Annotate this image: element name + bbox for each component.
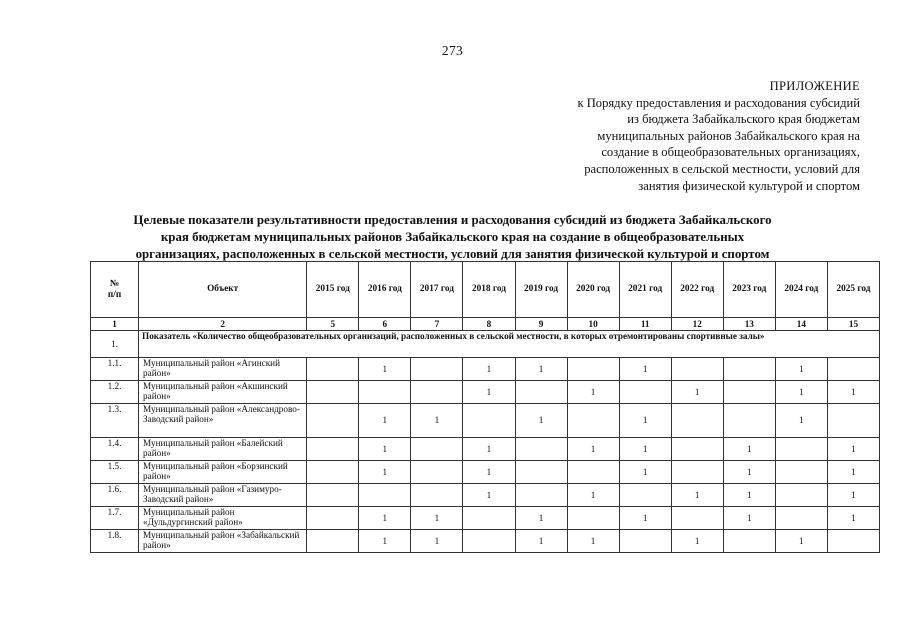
row-value: [567, 358, 619, 381]
row-value: 1: [619, 404, 671, 438]
row-value: [307, 461, 359, 484]
row-value: [827, 404, 879, 438]
row-value: 1: [359, 404, 411, 438]
row-value: 1: [827, 507, 879, 530]
row-value: 1: [827, 381, 879, 404]
column-numbers-row: [91, 318, 880, 331]
row-value: 1: [619, 358, 671, 381]
row-value: [723, 530, 775, 553]
row-value: 1: [723, 484, 775, 507]
row-value: [723, 358, 775, 381]
row-value: [723, 381, 775, 404]
row-object: Муниципальный район «Акшинский район»: [139, 381, 307, 404]
row-value: [411, 358, 463, 381]
row-value: 1: [515, 530, 567, 553]
row-value: 1: [463, 381, 515, 404]
row-value: [515, 438, 567, 461]
row-value: [619, 530, 671, 553]
row-value: 1: [411, 404, 463, 438]
table-row: [91, 507, 880, 530]
row-value: 1: [671, 381, 723, 404]
appendix-line: муниципальных районов Забайкальского края на: [597, 128, 860, 143]
header-year: 2024 год: [775, 262, 827, 318]
column-number: 5: [307, 318, 359, 331]
column-number: 2: [139, 318, 307, 331]
row-value: 1: [359, 507, 411, 530]
row-value: [359, 484, 411, 507]
row-value: [411, 381, 463, 404]
row-value: [775, 461, 827, 484]
row-value: [775, 484, 827, 507]
row-value: [307, 507, 359, 530]
row-value: 1: [463, 484, 515, 507]
column-number: 8: [463, 318, 515, 331]
row-value: [411, 461, 463, 484]
row-value: [671, 461, 723, 484]
appendix-line: из бюджета Забайкальского края бюджетам: [627, 112, 860, 127]
row-object: Муниципальный район «Балейский район»: [139, 438, 307, 461]
row-value: [827, 358, 879, 381]
title-line: организациях, расположенных в сельской местности, условий для занятия физической культурой и спортом: [135, 246, 770, 261]
row-object: Муниципальный район «Александрово-Заводский район»: [139, 404, 307, 438]
document-title: [60, 212, 845, 262]
page-number: 273: [441, 43, 464, 58]
column-number: 10: [567, 318, 619, 331]
row-value: [463, 507, 515, 530]
row-value: [411, 484, 463, 507]
header-year: 2019 год: [515, 262, 567, 318]
indicator-text: Показатель «Количество общеобразовательных организаций, расположенных в сельской местности, в которых отремонтированы спортивные залы»: [139, 331, 880, 358]
header-row: [91, 262, 880, 318]
header-year: 2015 год: [307, 262, 359, 318]
header-year: 2022 год: [671, 262, 723, 318]
column-number: 11: [619, 318, 671, 331]
row-value: 1: [359, 358, 411, 381]
row-value: [671, 507, 723, 530]
row-value: 1: [463, 438, 515, 461]
row-value: 1: [515, 358, 567, 381]
row-object: Муниципальный район «Газимуро-Заводский район»: [139, 484, 307, 507]
table-row: [91, 461, 880, 484]
row-value: [775, 507, 827, 530]
row-value: [515, 461, 567, 484]
column-number: 13: [723, 318, 775, 331]
row-num: 1.7.: [91, 507, 139, 530]
row-value: 1: [359, 530, 411, 553]
row-value: 1: [463, 358, 515, 381]
column-number: 15: [827, 318, 879, 331]
row-value: 1: [723, 461, 775, 484]
row-value: 1: [619, 461, 671, 484]
row-value: 1: [671, 530, 723, 553]
row-value: [567, 461, 619, 484]
row-value: 1: [567, 438, 619, 461]
row-value: 1: [515, 404, 567, 438]
column-number: 9: [515, 318, 567, 331]
row-value: [307, 484, 359, 507]
table-row: [91, 358, 880, 381]
row-value: [619, 381, 671, 404]
row-value: [307, 404, 359, 438]
title-line: края бюджетам муниципальных районов Забайкальского края на создание в общеобразовательных: [160, 229, 745, 244]
table-row: [91, 404, 880, 438]
row-value: 1: [567, 530, 619, 553]
header-year: 2018 год: [463, 262, 515, 318]
row-value: 1: [619, 438, 671, 461]
header-year: 2025 год: [827, 262, 879, 318]
row-object: Муниципальный район «Агинский район»: [139, 358, 307, 381]
row-value: 1: [775, 358, 827, 381]
row-value: [775, 438, 827, 461]
row-value: [619, 484, 671, 507]
row-object: Муниципальный район «Борзинский район»: [139, 461, 307, 484]
row-value: 1: [619, 507, 671, 530]
row-num: 1.6.: [91, 484, 139, 507]
row-value: [515, 484, 567, 507]
table-body: [91, 262, 880, 553]
indicators-table: [90, 261, 880, 553]
row-value: 1: [827, 484, 879, 507]
row-value: [307, 438, 359, 461]
row-value: [359, 381, 411, 404]
row-value: 1: [827, 438, 879, 461]
table-row: [91, 438, 880, 461]
row-num: 1.2.: [91, 381, 139, 404]
indicator-row: [91, 331, 880, 358]
row-num: 1.3.: [91, 404, 139, 438]
table-row: [91, 381, 880, 404]
row-value: 1: [723, 438, 775, 461]
row-value: [307, 381, 359, 404]
column-number: 1: [91, 318, 139, 331]
title-line: Целевые показатели результативности предоставления и расходования субсидий из бюджета Забайкальского: [133, 213, 772, 227]
column-number: 14: [775, 318, 827, 331]
appendix-title: ПРИЛОЖЕНИЕ: [769, 79, 860, 93]
row-num: 1.4.: [91, 438, 139, 461]
header-year: 2020 год: [567, 262, 619, 318]
column-number: 6: [359, 318, 411, 331]
appendix-line: расположенных в сельской местности, условий для: [584, 161, 860, 176]
indicator-num: 1.: [91, 331, 139, 358]
row-value: 1: [411, 530, 463, 553]
row-value: 1: [515, 507, 567, 530]
row-value: 1: [775, 404, 827, 438]
row-object: Муниципальный район «Дульдургинский район»: [139, 507, 307, 530]
row-value: [307, 358, 359, 381]
row-num: 1.1.: [91, 358, 139, 381]
appendix-line: к Порядку предоставления и расходования субсидий: [577, 95, 860, 110]
row-value: 1: [775, 381, 827, 404]
row-value: [827, 530, 879, 553]
row-value: [723, 404, 775, 438]
row-value: [567, 404, 619, 438]
column-number: 7: [411, 318, 463, 331]
row-value: 1: [411, 507, 463, 530]
header-year: 2023 год: [723, 262, 775, 318]
row-num: 1.5.: [91, 461, 139, 484]
header-year: 2017 год: [411, 262, 463, 318]
row-value: 1: [827, 461, 879, 484]
row-value: [307, 530, 359, 553]
row-value: 1: [671, 484, 723, 507]
appendix-line: занятия физической культурой и спортом: [638, 178, 860, 193]
column-number: 12: [671, 318, 723, 331]
row-object: Муниципальный район «Забайкальский район»: [139, 530, 307, 553]
row-value: 1: [359, 438, 411, 461]
row-value: 1: [359, 461, 411, 484]
appendix-block: [500, 78, 860, 194]
row-value: [671, 404, 723, 438]
row-value: 1: [463, 461, 515, 484]
row-value: [463, 530, 515, 553]
row-value: 1: [775, 530, 827, 553]
header-object: Объект: [139, 262, 307, 318]
row-value: [515, 381, 567, 404]
header-year: 2021 год: [619, 262, 671, 318]
row-value: [567, 507, 619, 530]
appendix-line: создание в общеобразовательных организациях,: [601, 145, 860, 160]
row-value: [463, 404, 515, 438]
table-row: [91, 484, 880, 507]
row-value: [411, 438, 463, 461]
header-year: 2016 год: [359, 262, 411, 318]
row-value: [671, 358, 723, 381]
row-value: 1: [567, 381, 619, 404]
row-value: [671, 438, 723, 461]
row-value: 1: [723, 507, 775, 530]
row-value: 1: [567, 484, 619, 507]
table-row: [91, 530, 880, 553]
header-num: № п/п: [91, 262, 139, 318]
row-num: 1.8.: [91, 530, 139, 553]
